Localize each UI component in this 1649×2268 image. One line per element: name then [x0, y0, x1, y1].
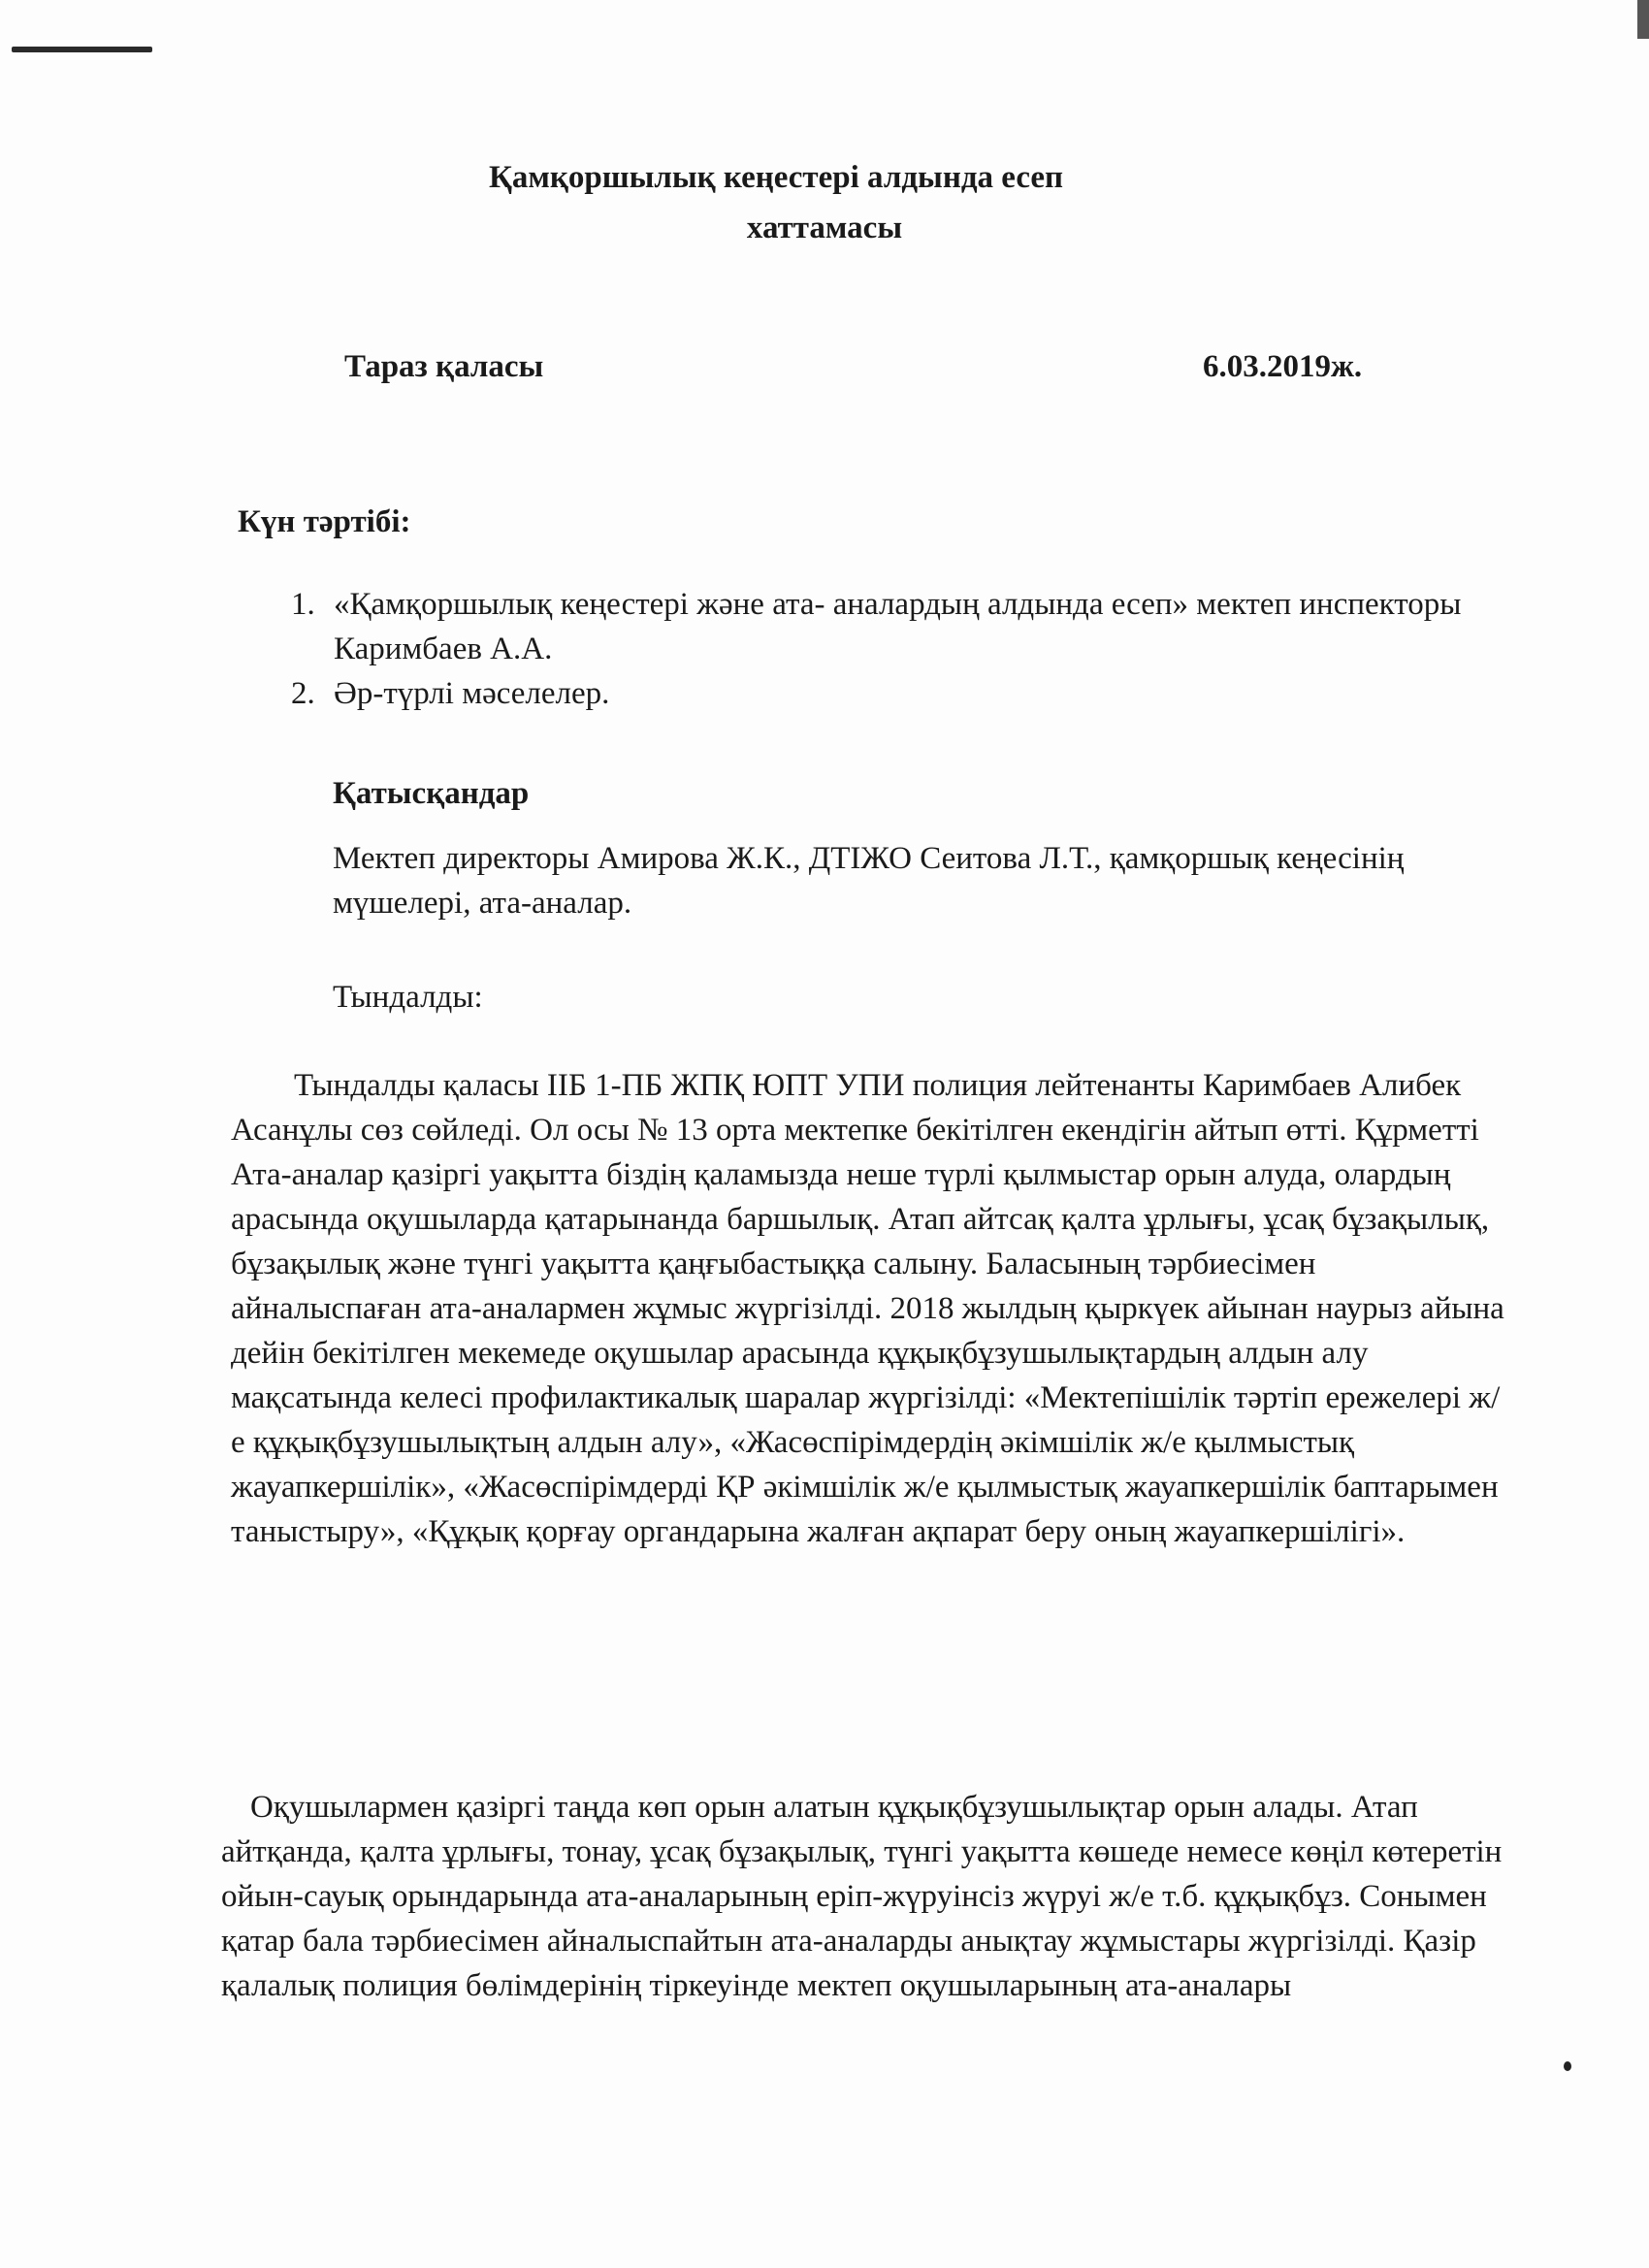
agenda-item-text: «Қамқоршылық кеңестері және ата- аналардың алдында есеп» мектеп инспекторы Каримбаев А.А. [334, 587, 1462, 666]
scan-edge-mark-right [1637, 0, 1649, 39]
agenda-item [291, 671, 1504, 716]
attended-text: Мектеп директоры Амирова Ж.К., ДТІЖО Сеитова Л.Т., қамқоршық кеңесінің мүшелері, ата-аналар. [333, 841, 1405, 921]
agenda-list [291, 582, 1504, 716]
document-place: Тараз қаласы [344, 349, 544, 384]
document-title-line2: хаттамасы [746, 211, 903, 245]
agenda-heading: Күн тәртібі: [238, 504, 411, 539]
heard-label: Тындалды: [333, 980, 483, 1015]
body-paragraph-2: Оқушылармен қазіргі таңда көп орын алатын құқықбұзушылықтар орын алады. Атап айтқанда, қалта ұрлығы, тонау, ұсақ бұзақылық, түнгі уақытта көшеде немесе көңіл көтеретін ойын-сауық орындарында ата-аналарының еріп-жүруінсіз жүруі ж/е т.б. құқықбұз. Сонымен қатар бала тәрбиесімен айналыспайтын ата-аналарды анықтау жұмыстары жүргізілді. Қазір қалалық полиция бөлімдерінің тіркеуінде мектеп оқушыларының ата-аналары [221, 1790, 1503, 2003]
document-date: 6.03.2019ж. [1203, 349, 1363, 384]
agenda-item [291, 582, 1504, 671]
scan-edge-mark [12, 47, 152, 52]
agenda-item-text: Әр-түрлі мәселелер. [334, 676, 610, 711]
scan-speck [1564, 2061, 1571, 2071]
agenda-item-number: 1. [291, 587, 315, 622]
attended-heading: Қатысқандар [333, 776, 530, 811]
body-paragraph-1: Тындалды қаласы ІІБ 1-ПБ ЖПҚ ЮПТ УПИ полиция лейтенанты Каримбаев Алибек Асанұлы сөз сөйледі. Ол осы № 13 орта мектепке бекітілген екендігін айтып өтті. Құрметті Ата-аналар қазіргі уақытта біздің қаламызда неше түрлі қылмыстар орын алуда, олардың арасында оқушыларда қатарынанда баршылық. Атап айтсақ қалта ұрлығы, ұсақ бұзақылық, бұзақылық және түнгі уақытта қаңғыбастыққа салыну. Баласының тәрбиесімен айналыспаған ата-аналармен жұмыс жүргізілді. 2018 жылдың қыркүек айынан наурыз айына дейін бекітілген мекемеде оқушылар арасында құқықбұзушылықтардың алдын алу мақсатында келесі профилактикалық шаралар жүргізілді: «Мектепішілік тәртіп ережелері ж/е құқықбұзушылықтың алдын алу», «Жасөспірімдердің әкімшілік ж/е қылмыстық жауапкершілік», «Жасөспірімдерді ҚР әкімшілік ж/е қылмыстық жауапкершілік баптарымен таныстыру», «Құқық қорғау органдарына жалған ақпарат беру оның жауапкершілігі». [231, 1068, 1504, 1549]
agenda-item-number: 2. [291, 676, 315, 711]
document-title-line1: Қамқоршылық кеңестері алдында есеп [488, 160, 1064, 195]
